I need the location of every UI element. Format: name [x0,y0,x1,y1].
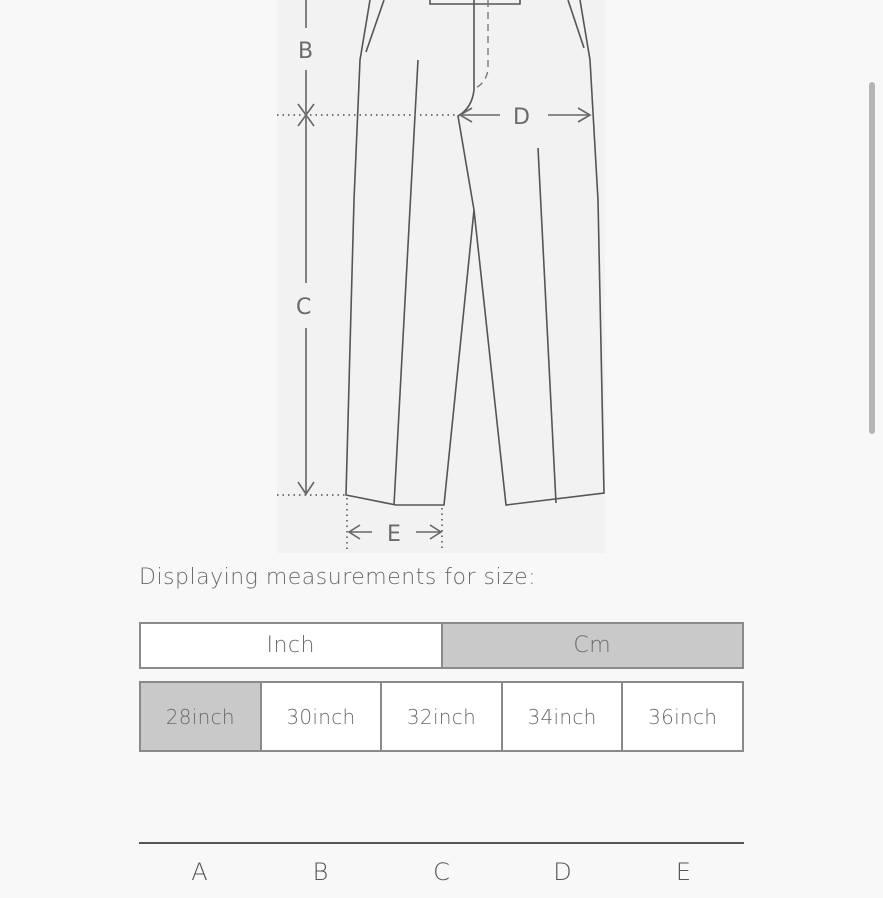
dimension-c-label: C [296,295,312,320]
belt-loop [430,0,520,4]
crotch-curve [458,0,474,210]
dimension-e-label: E [387,522,401,547]
size-caption: Displaying measurements for size: [139,565,537,590]
measurement-table-header [139,858,744,898]
column-header-a: A [191,858,208,886]
size-34inch-button[interactable]: 34inch [503,681,624,752]
fly-stitch-line [476,0,488,88]
column-header-e: E [675,858,692,886]
measurement-table-rule [139,842,744,844]
size-36inch-button[interactable]: 36inch [623,681,744,752]
right-crease-line [538,148,556,503]
column-header-d: D [553,858,572,886]
size-30inch-button[interactable]: 30inch [262,681,383,752]
column-header-c: C [433,858,450,886]
trousers-outline [346,0,604,505]
dimension-d-label: D [513,105,530,130]
left-crease-line [394,60,418,505]
dimension-b-label: B [298,39,314,64]
unit-inch-button[interactable]: Inch [139,622,443,669]
unit-toggle [139,622,744,669]
size-options [139,681,744,752]
size-32inch-button[interactable]: 32inch [382,681,503,752]
size-28inch-button[interactable]: 28inch [139,681,262,752]
column-header-b: B [312,858,329,886]
unit-cm-button[interactable]: Cm [443,622,745,669]
page-scrollbar[interactable] [869,82,875,434]
